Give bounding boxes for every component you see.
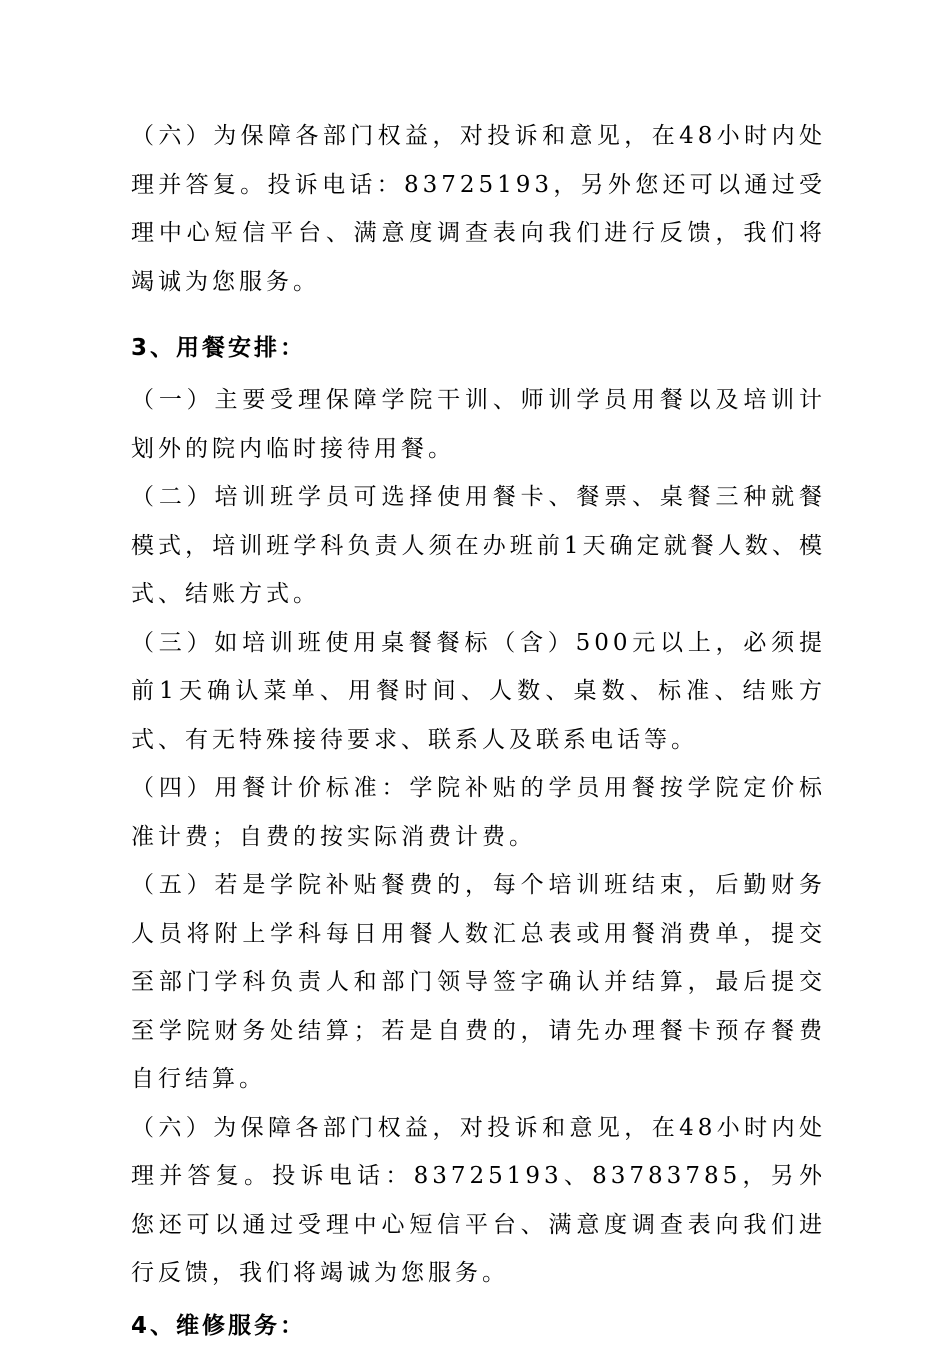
paragraph-meal-item-1: （一）主要受理保障学院干训、师训学员用餐以及培训计划外的院内临时接待用餐。	[131, 387, 826, 462]
section-heading-maintenance: 4、维修服务：	[131, 1312, 307, 1339]
paragraph-meal-item-4: （四）用餐计价标准：学院补贴的学员用餐按学院定价标准计费；自费的按实际消费计费。	[131, 775, 826, 850]
paragraph-complaint-top: （六）为保障各部门权益，对投诉和意见，在48小时内处理并答复。投诉电话：83725193，另外您还可以通过受理中心短信平台、满意度调查表向我们进行反馈，我们将竭诚为您服务。	[131, 123, 826, 295]
paragraph-meal-item-2: （二）培训班学员可选择使用餐卡、餐票、桌餐三种就餐模式，培训班学科负责人须在办班前1天确定就餐人数、模式、结账方式。	[131, 484, 826, 607]
document-page	[131, 112, 826, 1354]
section-heading-meals: 3、用餐安排：	[131, 335, 307, 361]
paragraph-meal-item-6: （六）为保障各部门权益，对投诉和意见，在48小时内处理并答复。投诉电话：83725193、83783785，另外您还可以通过受理中心短信平台、满意度调查表向我们进行反馈，我们将竭诚为您服务。	[131, 1114, 826, 1286]
paragraph-meal-item-3: （三）如培训班使用桌餐餐标（含）500元以上，必须提前1天确认菜单、用餐时间、人数、桌数、标准、结账方式、有无特殊接待要求、联系人及联系电话等。	[131, 629, 826, 753]
paragraph-meal-item-5: （五）若是学院补贴餐费的，每个培训班结束，后勤财务人员将附上学科每日用餐人数汇总表或用餐消费单，提交至部门学科负责人和部门领导签字确认并结算，最后提交至学院财务处结算；若是自费的，请先办理餐卡预存餐费自行结算。	[131, 872, 826, 1092]
